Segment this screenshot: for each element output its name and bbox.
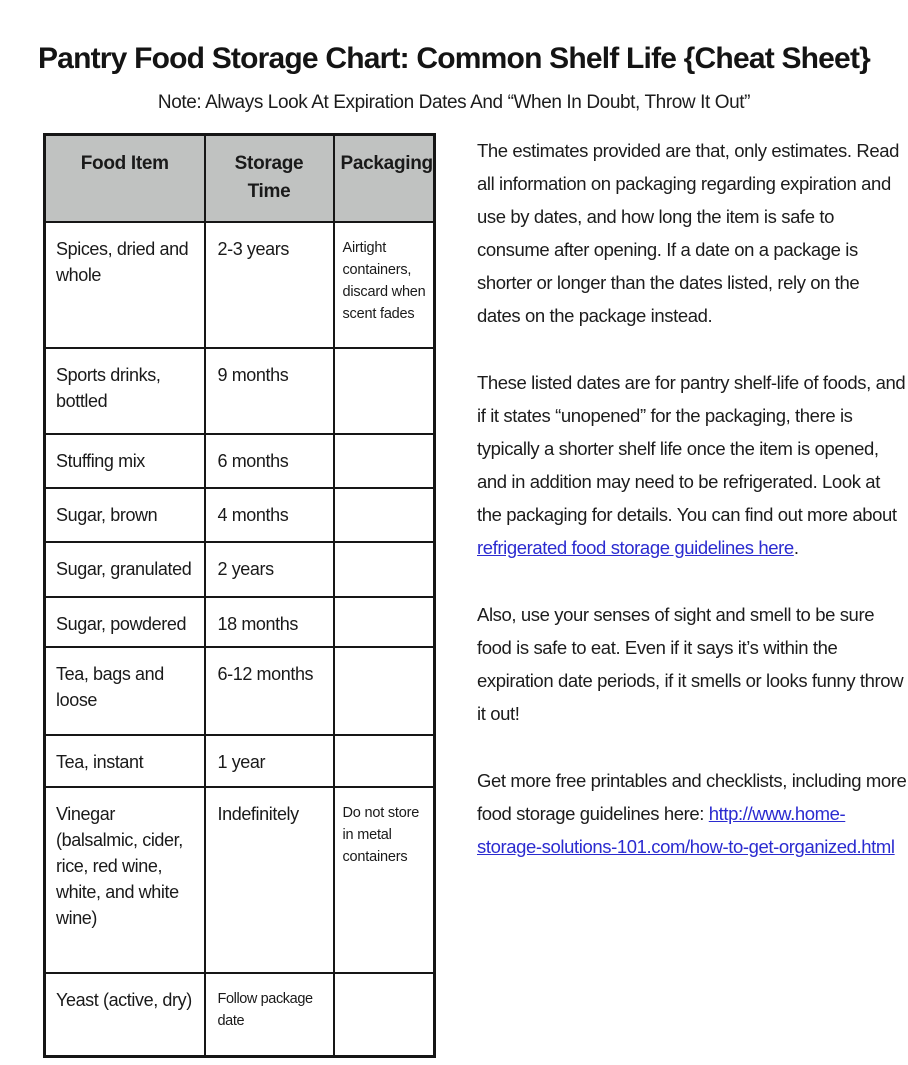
paragraph-shelf-life [477,366,907,564]
paragraph-senses [477,598,907,730]
packaging-cell [334,434,435,488]
paragraph-senses-text: Also, use your senses of sight and smell to be sure food is safe to eat. Even if it says it’s within the expiration date periods, if it smells or looks funny throw it out! [477,604,904,724]
paragraph-shelf-life-period: . [793,537,799,558]
storage-time-cell: 2-3 years [205,222,334,348]
food-item-cell: Tea, instant [45,735,205,787]
table-row [45,647,435,735]
table-header-row [45,135,435,222]
paragraph-printables [477,764,907,863]
food-item-cell: Tea, bags and loose [45,647,205,735]
table-header-storage-time: Storage Time [205,135,334,222]
packaging-cell [334,735,435,787]
storage-time-cell: 1 year [205,735,334,787]
page-title: Pantry Food Storage Chart: Common Shelf Life {Cheat Sheet} [37,42,871,75]
storage-time-cell: 4 months [205,488,334,542]
food-item-cell: Vinegar (balsalmic, cider, rice, red wine, white, and white wine) [45,787,205,973]
packaging-cell: Do not store in metal containers [334,787,435,973]
packaging-cell: Airtight containers, discard when scent fades [334,222,435,348]
paragraph-estimates [477,134,907,332]
storage-time-cell: 6 months [205,434,334,488]
storage-time-cell: Indefinitely [205,787,334,973]
refrigerated-guidelines-link[interactable]: refrigerated food storage guidelines here [477,537,794,558]
storage-table [43,133,436,1058]
storage-time-cell: 18 months [205,597,334,647]
table-header-food-item: Food Item [45,135,205,222]
paragraph-shelf-life-text: These listed dates are for pantry shelf-life of foods, and if it states “unopened” for the packaging, there is typically a shorter shelf life once the item is opened, and in addition may need to be refrigerated. Look at the packaging for details. You can find out more about [477,372,906,525]
storage-time-cell: 6-12 months [205,647,334,735]
packaging-cell [334,647,435,735]
packaging-cell [334,488,435,542]
storage-time-cell: Follow package date [205,973,334,1057]
packaging-cell [334,542,435,597]
page-subtitle: Note: Always Look At Expiration Dates And “When In Doubt, Throw It Out” [157,92,751,113]
printables-url-link[interactable]: http://www.home-storage-solutions-101.com/how-to-get-organized.html [477,803,895,857]
packaging-cell [334,973,435,1057]
table-row [45,735,435,787]
table-row [45,434,435,488]
food-item-cell: Stuffing mix [45,434,205,488]
food-item-cell: Spices, dried and whole [45,222,205,348]
food-item-cell: Sports drinks, bottled [45,348,205,434]
food-item-cell: Sugar, brown [45,488,205,542]
table-row [45,542,435,597]
table-row [45,787,435,973]
storage-time-cell: 9 months [205,348,334,434]
table-row [45,597,435,647]
table-row [45,973,435,1057]
paragraph-printables-text: Get more free printables and checklists, including more food storage guidelines here: [477,770,907,824]
food-item-cell: Yeast (active, dry) [45,973,205,1057]
table-header-packaging: Packaging [334,135,435,222]
packaging-cell [334,348,435,434]
table-row [45,348,435,434]
storage-time-cell: 2 years [205,542,334,597]
table-row [45,488,435,542]
packaging-cell [334,597,435,647]
food-item-cell: Sugar, granulated [45,542,205,597]
food-item-cell: Sugar, powdered [45,597,205,647]
paragraph-estimates-text: The estimates provided are that, only estimates. Read all information on packaging regarding expiration and use by dates, and how long the item is safe to consume after opening. If a date on a package is shorter or longer than the dates listed, rely on the dates on the package instead. [477,140,899,326]
info-column [477,134,907,863]
table-row [45,222,435,348]
